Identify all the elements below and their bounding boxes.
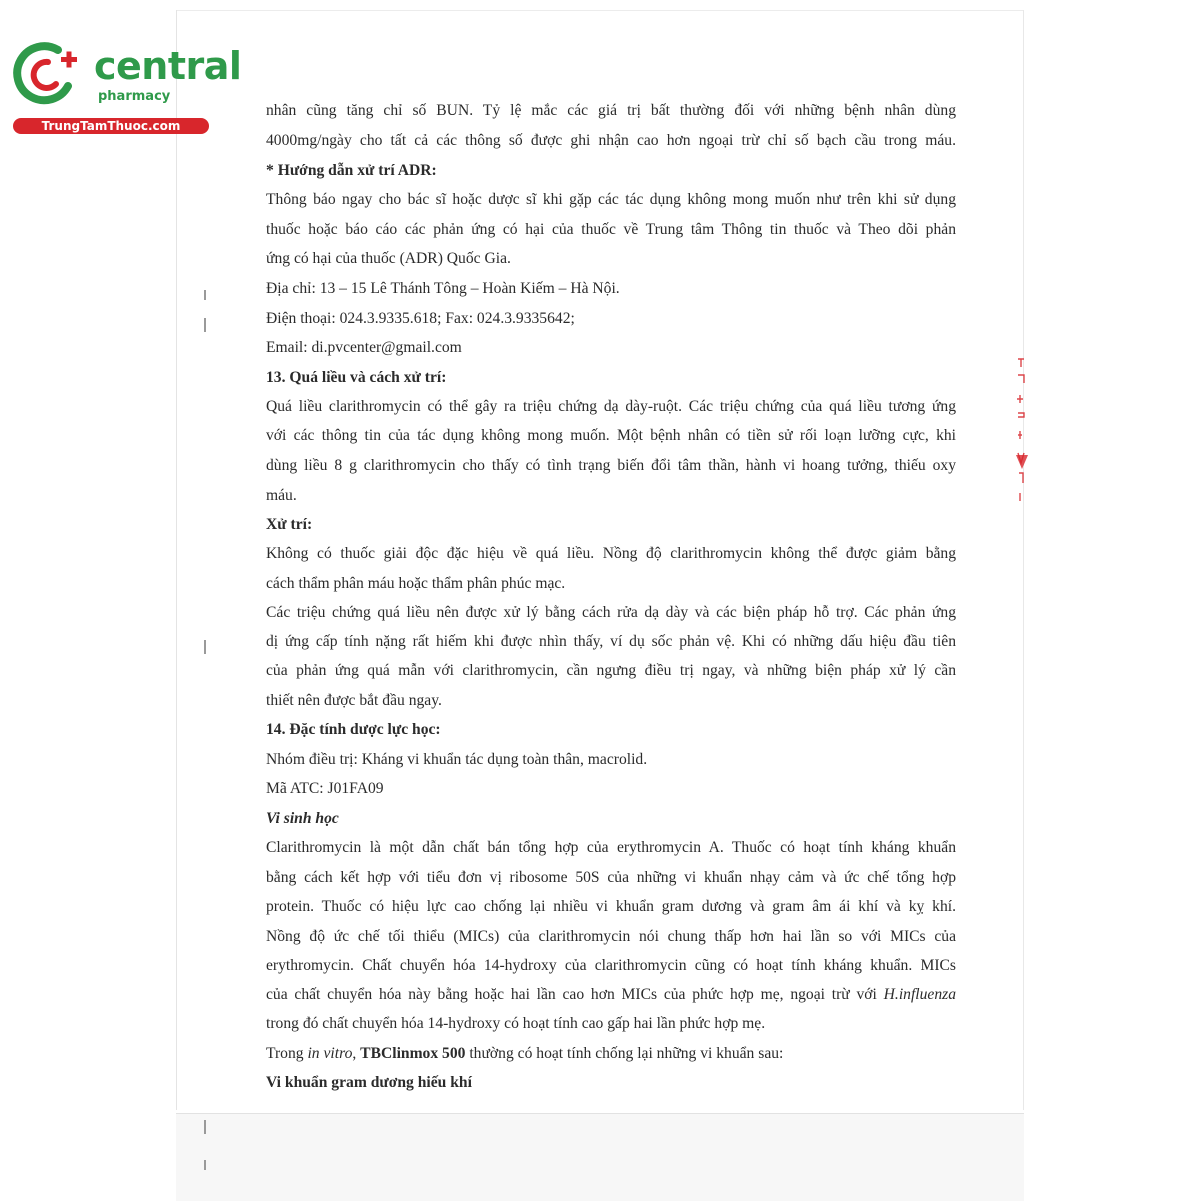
- paragraph-line: Không có thuốc giải độc đặc hiệu về quá liều. Nồng độ clarithromycin không thể được giảm bằng: [266, 545, 956, 562]
- red-stamp-fragment-icon: [1010, 355, 1034, 505]
- brand-website[interactable]: TrungTamThuoc.com: [13, 118, 209, 134]
- paragraph-line: dùng liều 8 g clarithromycin cho thấy có tình trạng biến đổi tâm thần, hành vi hoang tưởng, thiếu oxy: [266, 457, 956, 474]
- paragraph-line: của phản ứng quá mẫn với clarithromycin, cần ngưng điều trị ngay, và những biện pháp xử lý cần: [266, 662, 956, 679]
- address-line: Địa chỉ: 13 – 15 Lê Thánh Tông – Hoàn Kiếm – Hà Nội.: [266, 280, 620, 297]
- central-pharmacy-logo[interactable]: [8, 36, 242, 136]
- page-edge: [176, 10, 177, 1110]
- paragraph-line: bằng cách kết hợp với tiểu đơn vị ribosome 50S của những vi khuẩn nhạy cảm và ức chế tổng hợp: [266, 869, 956, 886]
- paragraph-line: protein. Thuốc có hiệu lực cao chống lại nhiều vi khuẩn gram dương và gram âm ái khí và kỵ khí.: [266, 898, 956, 915]
- paragraph-line: Thông báo ngay cho bác sĩ hoặc dược sĩ khi gặp các tác dụng không mong muốn như trên khi sử dụng: [266, 191, 956, 208]
- brand-subtitle: pharmacy: [98, 89, 171, 104]
- paragraph-line: ứng có hại của thuốc (ADR) Quốc Gia.: [266, 250, 511, 267]
- atc-code-line: Mã ATC: J01FA09: [266, 780, 384, 797]
- paragraph-line: của chất chuyển hóa này bằng hoặc hai lần cao hơn MICs của phức hợp mẹ, ngoại trừ với H.influenza: [266, 986, 956, 1003]
- section-14-heading: 14. Đặc tính dược lực học:: [266, 721, 441, 738]
- paragraph-line: Trong in vitro, TBClinmox 500 thường có hoạt tính chống lại những vi khuẩn sau:: [266, 1045, 784, 1062]
- paragraph-line: trong đó chất chuyển hóa 14-hydroxy có hoạt tính cao gấp hai lần phức hợp mẹ.: [266, 1015, 766, 1032]
- paragraph-line: Nồng độ ức chế tối thiểu (MICs) của clarithromycin nói chung thấp hơn hai lần so với MICs của: [266, 928, 956, 945]
- phone-line: Điện thoại: 024.3.9335.618; Fax: 024.3.9335642;: [266, 310, 575, 327]
- brand-name: central: [94, 44, 242, 88]
- paragraph-line: máu.: [266, 487, 297, 504]
- paragraph-line: nhân cũng tăng chỉ số BUN. Tỷ lệ mắc các giá trị bất thường đối với những bệnh nhân dùng: [266, 102, 956, 119]
- paragraph-line: cách thẩm phân máu hoặc thẩm phân phúc mạc.: [266, 575, 566, 592]
- paragraph-line: 4000mg/ngày cho tất cả các thông số được ghi nhận cao hơn ngoại trừ chỉ số bạch cầu trong máu.: [266, 132, 956, 149]
- paragraph-line: Clarithromycin là một dẫn chất bán tổng hợp của erythromycin A. Thuốc có hoạt tính kháng khuẩn: [266, 839, 956, 856]
- microbiology-heading: Vi sinh học: [266, 810, 339, 827]
- paragraph-line: với các thông tin của tác dụng không mong muốn. Một bệnh nhân có tiền sử rối loạn lưỡng cực, khi: [266, 427, 956, 444]
- paragraph-line: thuốc hoặc báo cáo các phản ứng có hại của thuốc về Trung tâm Thông tin thuốc và Theo dõi phản: [266, 221, 956, 238]
- gram-positive-heading: Vi khuẩn gram dương hiếu khí: [266, 1074, 472, 1091]
- page-bottom-shadow: [176, 1113, 1024, 1201]
- pharmacy-cross-logo-icon: [12, 40, 84, 106]
- paragraph-line: thiết nên được bắt đầu ngay.: [266, 692, 442, 709]
- page-edge: [176, 10, 1024, 11]
- page-edge: [1023, 10, 1024, 1110]
- paragraph-line: Các triệu chứng quá liều nên được xử lý bằng cách rửa dạ dày và các biện pháp hỗ trợ. Các phản ứng: [266, 604, 956, 621]
- paragraph-line: dị ứng cấp tính nặng rất hiếm khi được nhìn thấy, ví dụ sốc phản vệ. Khi có những dấu hiệu đầu tiên: [266, 633, 956, 650]
- binding-marks: [204, 290, 208, 1190]
- in-vitro-term: in vitro: [307, 1045, 353, 1062]
- xu-tri-heading: Xử trí:: [266, 516, 313, 533]
- email-line: Email: di.pvcenter@gmail.com: [266, 339, 462, 356]
- adr-heading: * Hướng dẫn xử trí ADR:: [266, 162, 437, 179]
- product-name: TBClinmox 500: [360, 1045, 466, 1062]
- section-13-heading: 13. Quá liều và cách xử trí:: [266, 369, 447, 386]
- paragraph-line: Quá liều clarithromycin có thể gây ra triệu chứng dạ dày-ruột. Các triệu chứng của quá liều tương ứng: [266, 398, 956, 415]
- paragraph-line: erythromycin. Chất chuyển hóa 14-hydroxy của clarithromycin cũng có hoạt tính kháng khuẩn. MICs: [266, 957, 956, 974]
- species-name: H.influenza: [883, 986, 956, 1003]
- paragraph-line: Nhóm điều trị: Kháng vi khuẩn tác dụng toàn thân, macrolid.: [266, 751, 648, 768]
